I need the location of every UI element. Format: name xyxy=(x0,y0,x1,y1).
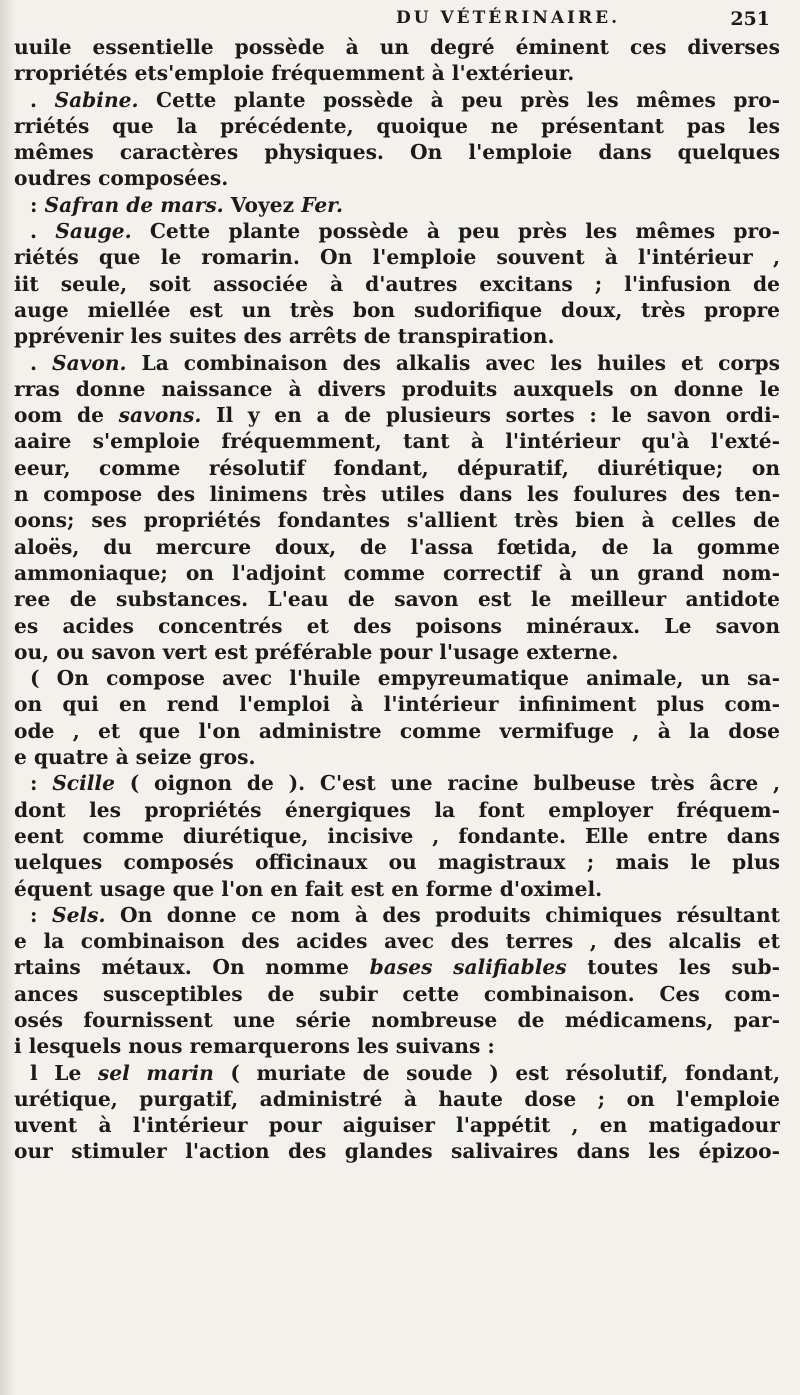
text-line xyxy=(14,1138,780,1164)
text-line xyxy=(14,507,780,533)
text-line xyxy=(14,481,780,507)
text-line xyxy=(14,876,780,902)
text-run: iit seule, soit associée à d'autres excitans ; l'infusion de xyxy=(14,271,780,296)
text-run: aloës, du mercure doux, de l'assa fœtida, de la gomme xyxy=(14,534,780,559)
text-line xyxy=(14,560,780,586)
italic-term: Scille xyxy=(52,771,115,796)
text-line xyxy=(14,1112,780,1138)
text-line xyxy=(14,797,780,823)
text-run: Voyez xyxy=(223,192,302,217)
text-line xyxy=(14,297,780,323)
text-run: n compose des linimens très utiles dans les foulures des ten- xyxy=(14,482,780,507)
text-run: équent usage que l'on en fait est en forme d'oximel. xyxy=(14,876,603,901)
text-line xyxy=(14,849,780,875)
italic-term: Sels. xyxy=(51,902,106,927)
text-run: : xyxy=(30,192,45,217)
text-line xyxy=(14,376,780,402)
text-run: . xyxy=(30,87,55,112)
text-line xyxy=(14,954,780,980)
text-line xyxy=(14,534,780,560)
italic-term: savons. xyxy=(118,403,202,428)
text-run: ammoniaque; on l'adjoint comme correctif à un grand nom- xyxy=(14,560,780,585)
text-line xyxy=(14,428,780,454)
text-run: auge miellée est un très bon sudorifique doux, très propre xyxy=(14,297,780,322)
text-line xyxy=(14,350,780,376)
text-run: Cette plante possède à peu près les mêmes pro- xyxy=(138,87,780,112)
text-line xyxy=(14,1007,780,1033)
text-run: Cette plante possède à peu près les mêmes pro- xyxy=(131,219,780,244)
text-line xyxy=(14,691,780,717)
text-line xyxy=(14,744,780,770)
text-run: toutes les sub- xyxy=(566,955,780,980)
text-run: dont les propriétés énergiques la font employer fréquem- xyxy=(14,797,780,822)
text-line xyxy=(14,586,780,612)
running-title: DU VÉTÉRINAIRE. xyxy=(396,8,621,28)
text-run: oons; ses propriétés fondantes s'allient très bien à celles de xyxy=(14,508,780,533)
text-run: e la combinaison des acides avec des terres , des alcalis et xyxy=(14,929,780,954)
text-run: ree de substances. L'eau de savon est le meilleur antidote xyxy=(14,587,780,612)
text-line xyxy=(14,139,780,165)
text-run: mêmes caractères physiques. On l'emploie dans quelques xyxy=(14,140,780,165)
italic-term: Sauge. xyxy=(55,219,132,244)
text-line xyxy=(14,192,780,218)
text-line xyxy=(14,1060,780,1086)
text-run: e quatre à seize gros. xyxy=(14,745,256,770)
text-run: Il y en a de plusieurs sortes : le savon ordi- xyxy=(201,403,780,428)
text-line xyxy=(14,639,780,665)
text-run: ances susceptibles de subir cette combinaison. Ces com- xyxy=(14,981,780,1006)
text-run: rropriétés ets'emploie fréquemment à l'extérieur. xyxy=(14,61,575,86)
italic-term: Savon. xyxy=(52,350,127,375)
text-line xyxy=(14,770,780,796)
text-run: riétés que le romarin. On l'emploie souvent à l'intérieur , xyxy=(14,245,780,270)
text-run: l Le xyxy=(30,1060,98,1085)
text-run: uelques composés officinaux ou magistraux ; mais le plus xyxy=(14,850,780,875)
text-run: eeur, comme résolutif fondant, dépuratif, diurétique; on xyxy=(14,455,780,480)
text-line xyxy=(14,1033,780,1059)
text-run: on qui en rend l'emploi à l'intérieur infiniment plus com- xyxy=(14,692,780,717)
page-number: 251 xyxy=(730,8,770,30)
text-run: ( muriate de soude ) est résolutif, fondant, xyxy=(213,1060,780,1085)
text-run: oom de xyxy=(14,403,119,428)
text-run: rtains métaux. On nomme xyxy=(14,955,370,980)
text-line xyxy=(14,165,780,191)
text-run: uuile essentielle possède à un degré éminent ces diverses xyxy=(14,35,780,59)
text-line xyxy=(14,613,780,639)
text-run: oudres composées. xyxy=(14,166,229,191)
text-run: es acides concentrés et des poisons minéraux. Le savon xyxy=(14,613,780,638)
text-line xyxy=(14,981,780,1007)
text-run: osés fournissent une série nombreuse de médicamens, par- xyxy=(14,1007,780,1032)
running-head xyxy=(140,6,770,34)
text-line xyxy=(14,928,780,954)
text-run: rriétés que la précédente, quoique ne présentant pas les xyxy=(14,113,780,138)
text-line xyxy=(14,60,780,86)
text-line xyxy=(14,455,780,481)
text-line xyxy=(14,1086,780,1112)
text-line xyxy=(14,665,780,691)
italic-term: Fer. xyxy=(301,192,343,217)
text-run: On donne ce nom à des produits chimiques résultant xyxy=(105,902,780,927)
text-line xyxy=(14,87,780,113)
text-run: ode , et que l'on administre comme vermifuge , à la dose xyxy=(14,718,780,743)
text-run: ( On compose avec l'huile empyreumatique animale, un sa- xyxy=(30,666,780,691)
italic-term: Safran de mars. xyxy=(44,192,224,217)
text-run: . xyxy=(30,350,52,375)
text-line xyxy=(14,34,780,60)
text-run: La combinaison des alkalis avec les huiles et corps xyxy=(126,350,780,375)
text-line xyxy=(14,244,780,270)
italic-term: sel marin xyxy=(97,1060,214,1085)
text-run: urétique, purgatif, administré à haute dose ; on l'emploie xyxy=(14,1086,780,1111)
text-run: uvent à l'intérieur pour aiguiser l'appétit , en matigadour xyxy=(14,1113,780,1138)
text-run: eent comme diurétique, incisive , fondante. Elle entre dans xyxy=(14,823,780,848)
text-line xyxy=(14,718,780,744)
body-text xyxy=(14,34,780,1165)
text-run: ( oignon de ). C'est une racine bulbeuse très âcre , xyxy=(114,771,780,796)
text-run: aaire s'emploie fréquemment, tant à l'intérieur qu'à l'exté- xyxy=(14,429,780,454)
text-run: ou, ou savon vert est préférable pour l'usage externe. xyxy=(14,639,619,664)
text-line xyxy=(14,113,780,139)
text-line xyxy=(14,218,780,244)
text-line xyxy=(14,271,780,297)
text-line xyxy=(14,902,780,928)
text-run: our stimuler l'action des glandes salivaires dans les épizoo- xyxy=(14,1139,780,1164)
text-run: pprévenir les suites des arrêts de transpiration. xyxy=(14,324,555,349)
text-run: . xyxy=(30,219,56,244)
italic-term: bases salifiables xyxy=(369,955,567,980)
text-run: : xyxy=(30,902,52,927)
text-run: : xyxy=(30,771,53,796)
text-line xyxy=(14,323,780,349)
text-run: rras donne naissance à divers produits auxquels on donne le xyxy=(14,376,780,401)
text-line xyxy=(14,823,780,849)
italic-term: Sabine. xyxy=(54,87,139,112)
text-run: i lesquels nous remarquerons les suivans : xyxy=(14,1034,495,1059)
text-line xyxy=(14,402,780,428)
